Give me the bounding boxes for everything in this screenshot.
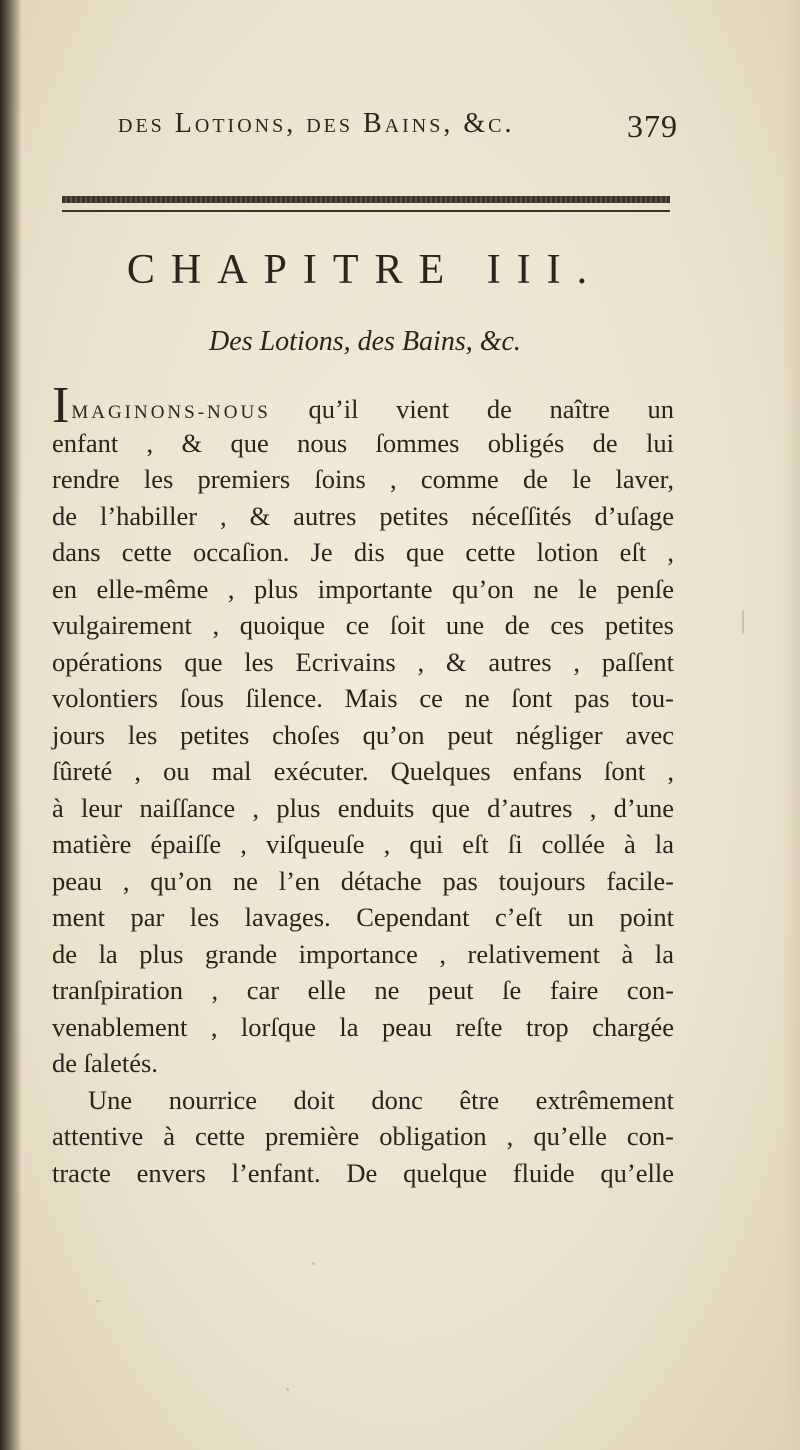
- chapter-title: CHAPITRE III.: [126, 247, 604, 293]
- text-line: matière épaiſſe , viſqueuſe , qui eſt ſi collée à la: [52, 829, 674, 859]
- text-line: enfant , & que nous ſommes obligés de lui: [52, 427, 674, 458]
- text-line: de ſaletés.: [52, 1048, 158, 1078]
- text-line: venablement , lorſque la peau reſte trop chargée: [52, 1011, 674, 1042]
- binding-shadow: [0, 0, 22, 1450]
- paper-speck: [286, 1388, 289, 1391]
- text-line: Une nourrice doit donc être extrêmement: [88, 1084, 674, 1115]
- text-line: volontiers ſous ſilence. Mais ce ne ſont pas tou-: [52, 683, 674, 713]
- text-line: en elle-même , plus importante qu’on ne le penſe: [52, 573, 674, 604]
- paper-speck: [96, 1300, 100, 1302]
- text-line: vulgairement , quoique ce ſoit une de ces petites: [52, 610, 674, 640]
- text-line: rendre les premiers ſoins , comme de le laver,: [52, 464, 674, 494]
- page-edge: [782, 0, 800, 1450]
- chapter-subtitle: Des Lotions, des Bains, &c.: [209, 326, 521, 357]
- text-line: à leur naiſſance , plus enduits que d’autres , d’une: [52, 792, 674, 823]
- drop-cap: I: [52, 377, 70, 434]
- lead-words: MAGINONS-NOUS: [71, 402, 271, 423]
- paragraph-1: [52, 377, 674, 1082]
- text-line: ſûreté , ou mal exécuter. Quelques enfans ſont ,: [52, 756, 674, 786]
- text-line: opérations que les Ecrivains , & autres , paſſent: [52, 646, 674, 677]
- header-rule-ornamental: [62, 196, 670, 203]
- page-number: 379: [627, 108, 678, 144]
- running-head: [118, 108, 678, 152]
- text-line: attentive à cette première obligation , qu’elle con-: [52, 1121, 674, 1151]
- paper-speck: [742, 610, 744, 634]
- running-head-title: des Lotions, des Bains, &c.: [118, 108, 515, 139]
- text-line: tranſpiration , car elle ne peut ſe faire con-: [52, 975, 674, 1005]
- text-line: IMAGINONS-NOUS qu’il vient de naître un: [52, 377, 674, 434]
- text-line: de l’habiller , & autres petites néceſſités d’uſage: [52, 500, 674, 531]
- text-line: de la plus grande importance , relativement à la: [52, 938, 674, 969]
- text-line: tracte envers l’enfant. De quelque fluide qu’elle: [52, 1157, 674, 1188]
- text-line: jours les petites choſes qu’on peut négliger avec: [52, 719, 674, 750]
- header-rule-thin: [62, 210, 670, 212]
- paragraph-2: [52, 1082, 674, 1192]
- text-line: ment par les lavages. Cependant c’eſt un point: [52, 902, 674, 932]
- paper-speck: [312, 1262, 315, 1265]
- text-line: dans cette occaſion. Je dis que cette lotion eſt ,: [52, 537, 674, 567]
- text-line: peau , qu’on ne l’en détache pas toujours facile-: [52, 865, 674, 896]
- body-text: [52, 377, 674, 1191]
